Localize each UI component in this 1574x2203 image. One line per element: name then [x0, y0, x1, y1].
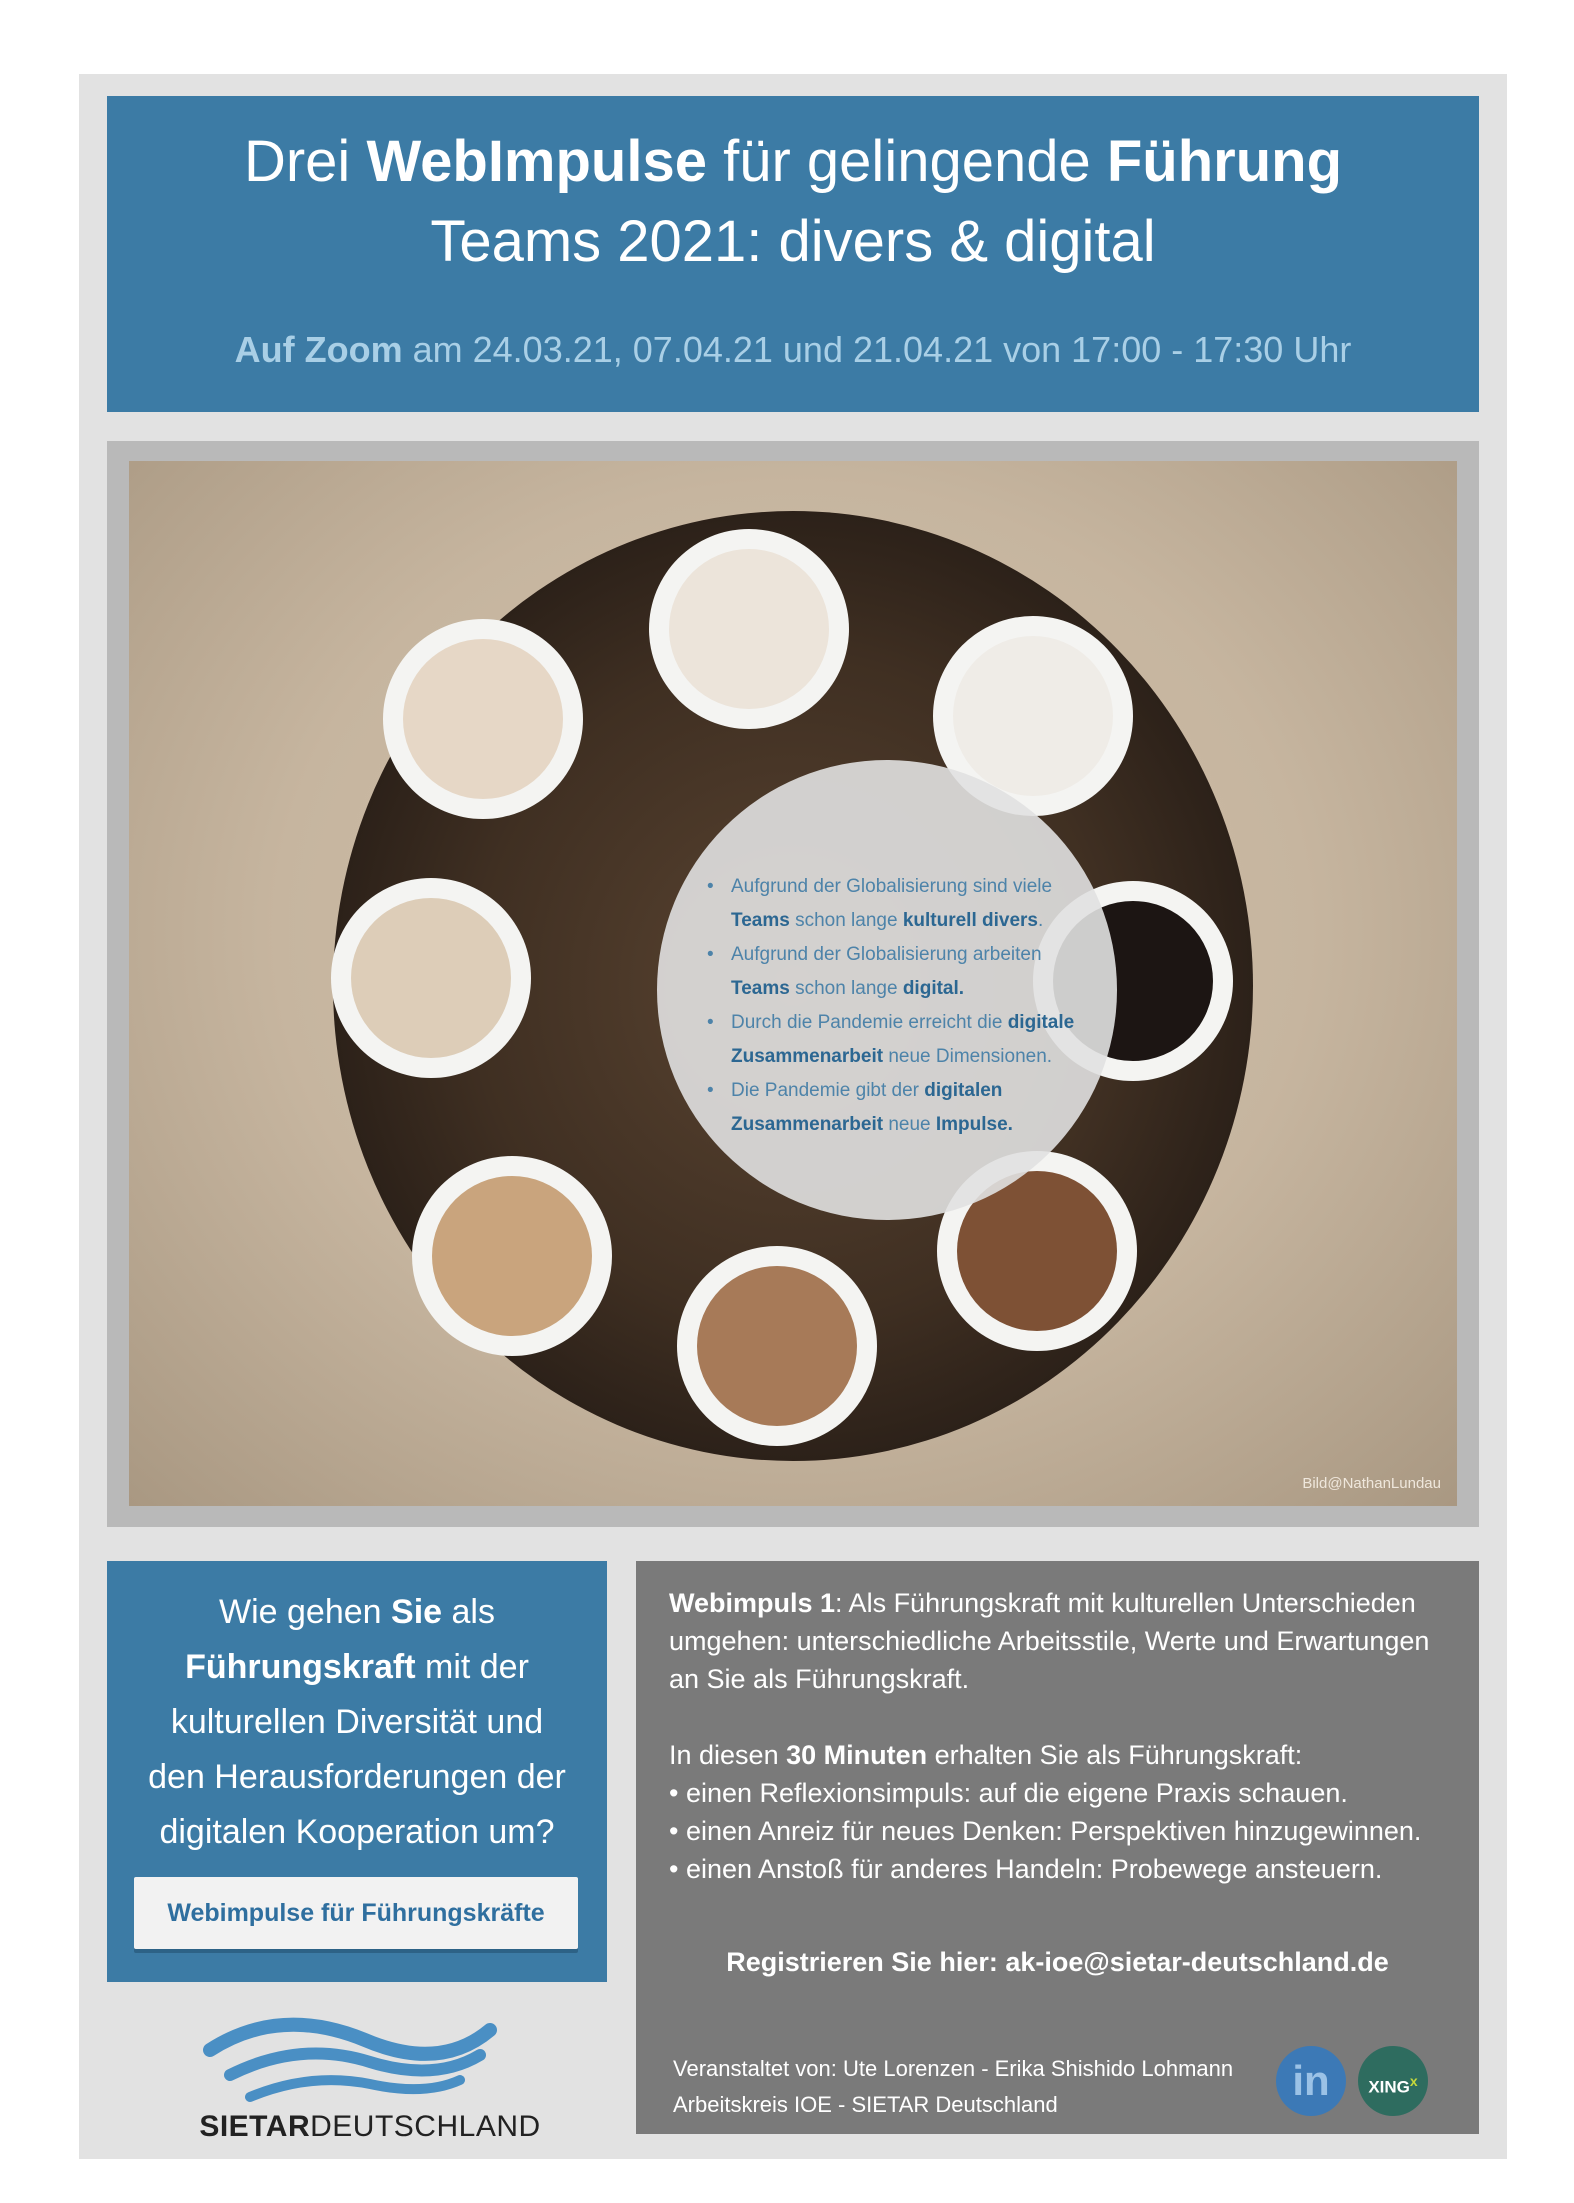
bullet-item: • Die Pandemie gibt der digitalen Zusammenarbeit neue Impulse. — [707, 1074, 1087, 1142]
webimpuls-description: Webimpuls 1: Als Führungskraft mit kulturellen Unterschieden umgehen: unterschiedliche Arbeitsstile, Werte und Erwartungen an Sie als Führungskraft. In diesen 30 Minuten erhalten Sie als Führungskraft: • einen Reflexionsimpuls: auf die eigene Praxis schauen. • einen Anreiz für neues Denken: Perspektiven hinzugewinnen. • einen Anstoß für anderes Handeln: Probewege ansteuern. — [669, 1584, 1459, 1888]
sietar-logo — [190, 2000, 550, 2150]
webimpuls-info-box — [636, 1561, 1479, 2134]
photo-frame — [107, 441, 1479, 1527]
cup-1 — [649, 529, 849, 729]
event-dates: Auf Zoom am 24.03.21, 07.04.21 und 21.04.21 von 17:00 - 17:30 Uhr — [234, 329, 1352, 370]
webimpulse-button[interactable]: Webimpulse für Führungskräfte — [134, 1877, 578, 1949]
bullet-item: • Aufgrund der Globalisierung sind viele Teams schon lange kulturell divers. — [707, 870, 1087, 938]
xing-icon[interactable]: XING$^x$ — [1358, 2046, 1428, 2116]
benefit-item: • einen Anreiz für neues Denken: Perspektiven hinzugewinnen. — [669, 1816, 1422, 1846]
cup-5 — [677, 1246, 877, 1446]
benefit-item: • einen Anstoß für anderes Handeln: Probewege ansteuern. — [669, 1854, 1383, 1884]
title-line-1: Drei WebImpulse für gelingende Führung — [243, 129, 1343, 194]
info-bullet-list — [707, 870, 1087, 1142]
linkedin-icon[interactable]: in — [1276, 2046, 1346, 2116]
bullet-item: • Durch die Pandemie erreicht die digitale Zusammenarbeit neue Dimensionen. — [707, 1006, 1087, 1074]
cup-7 — [331, 878, 531, 1078]
sietar-wave-icon — [190, 2000, 550, 2110]
organizer-info: Veranstaltet von: Ute Lorenzen - Erika Shishido Lohmann Arbeitskreis IOE - SIETAR Deutschland — [673, 2056, 1234, 2117]
title-line-2: Teams 2021: divers & digital — [430, 209, 1156, 274]
cup-6 — [412, 1156, 612, 1356]
benefit-item: • einen Reflexionsimpuls: auf die eigene Praxis schauen. — [669, 1778, 1348, 1808]
logo-wordmark: SIETARDEUTSCHLAND — [199, 2110, 541, 2143]
coffee-cups-photo — [129, 461, 1457, 1506]
info-bubble — [657, 760, 1117, 1220]
header-banner — [107, 96, 1479, 412]
registration-link[interactable]: Registrieren Sie hier: ak-ioe@sietar-deutschland.de — [726, 1947, 1389, 1977]
question-box — [107, 1561, 607, 1982]
cup-8 — [383, 619, 583, 819]
photo-credit: Bild@NathanLundau — [1302, 1475, 1441, 1492]
bullet-item: • Aufgrund der Globalisierung arbeiten Teams schon lange digital. — [707, 938, 1087, 1006]
question-text: Wie gehen Sie als Führungskraft mit der kulturellen Diversität und den Herausforderungen der digitalen Kooperation um? — [148, 1593, 566, 1851]
